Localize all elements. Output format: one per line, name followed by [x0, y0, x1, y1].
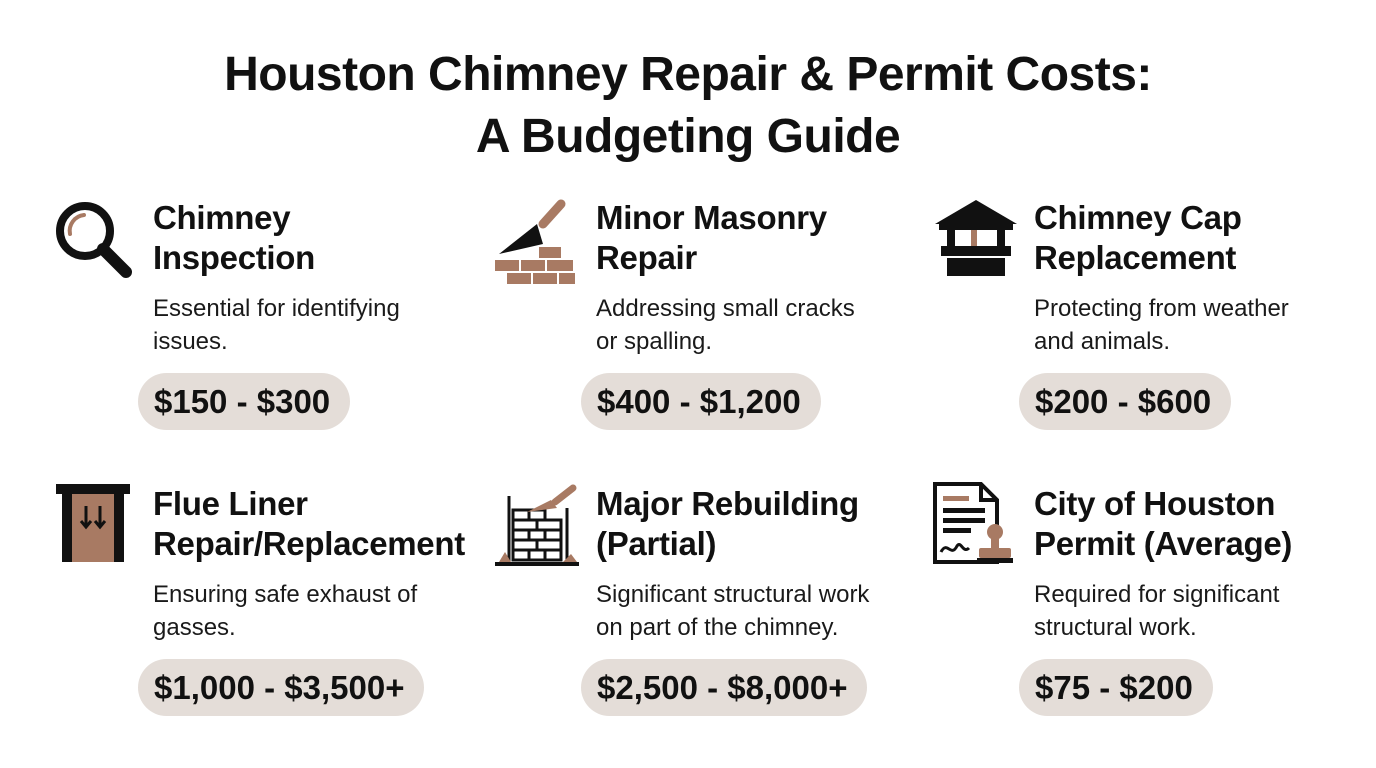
cost-card-minor-masonry-repair — [493, 196, 913, 456]
service-name: Flue Liner Repair/Replacement — [153, 485, 465, 562]
title-line-1: Houston Chimney Repair & Permit Costs: — [224, 48, 1152, 101]
cost-card-chimney-cap-replacement — [931, 196, 1351, 456]
service-description: Significant structural work on part of the chimney. — [596, 581, 870, 641]
service-description: Protecting from weather and animals. — [1034, 295, 1289, 355]
cost-card-major-rebuilding — [493, 482, 913, 742]
service-name: City of Houston Permit (Average) — [1034, 485, 1293, 562]
service-description: Ensuring safe exhaust of gasses. — [153, 581, 418, 641]
service-description: Essential for identifying issues. — [153, 295, 400, 355]
cost-card-chimney-inspection — [50, 196, 470, 456]
chimney-cap-icon — [931, 196, 1021, 286]
service-name: Chimney Inspection — [153, 199, 316, 276]
service-name: Chimney Cap Replacement — [1034, 199, 1242, 276]
trowel-bricks-icon — [493, 196, 583, 286]
cost-card-city-permit — [931, 482, 1351, 742]
flue-liner-icon — [50, 482, 140, 572]
price-range-badge: $75 - $200 — [1019, 659, 1213, 716]
magnifying-glass-icon — [50, 196, 140, 286]
price-range-badge: $1,000 - $3,500+ — [138, 659, 424, 716]
price-range-badge: $150 - $300 — [138, 373, 350, 430]
price-range-badge: $2,500 - $8,000+ — [581, 659, 867, 716]
service-description: Required for significant structural work. — [1034, 581, 1280, 641]
cost-card-flue-liner — [50, 482, 470, 742]
brick-wall-trowel-icon — [493, 482, 583, 572]
price-range-badge: $400 - $1,200 — [581, 373, 821, 430]
service-description: Addressing small cracks or spalling. — [596, 295, 855, 355]
title-line-2: A Budgeting Guide — [475, 110, 901, 163]
price-range-badge: $200 - $600 — [1019, 373, 1231, 430]
service-name: Minor Masonry Repair — [596, 199, 827, 276]
page-title — [0, 44, 1376, 168]
service-name: Major Rebuilding (Partial) — [596, 485, 859, 562]
permit-document-stamp-icon — [931, 482, 1021, 572]
